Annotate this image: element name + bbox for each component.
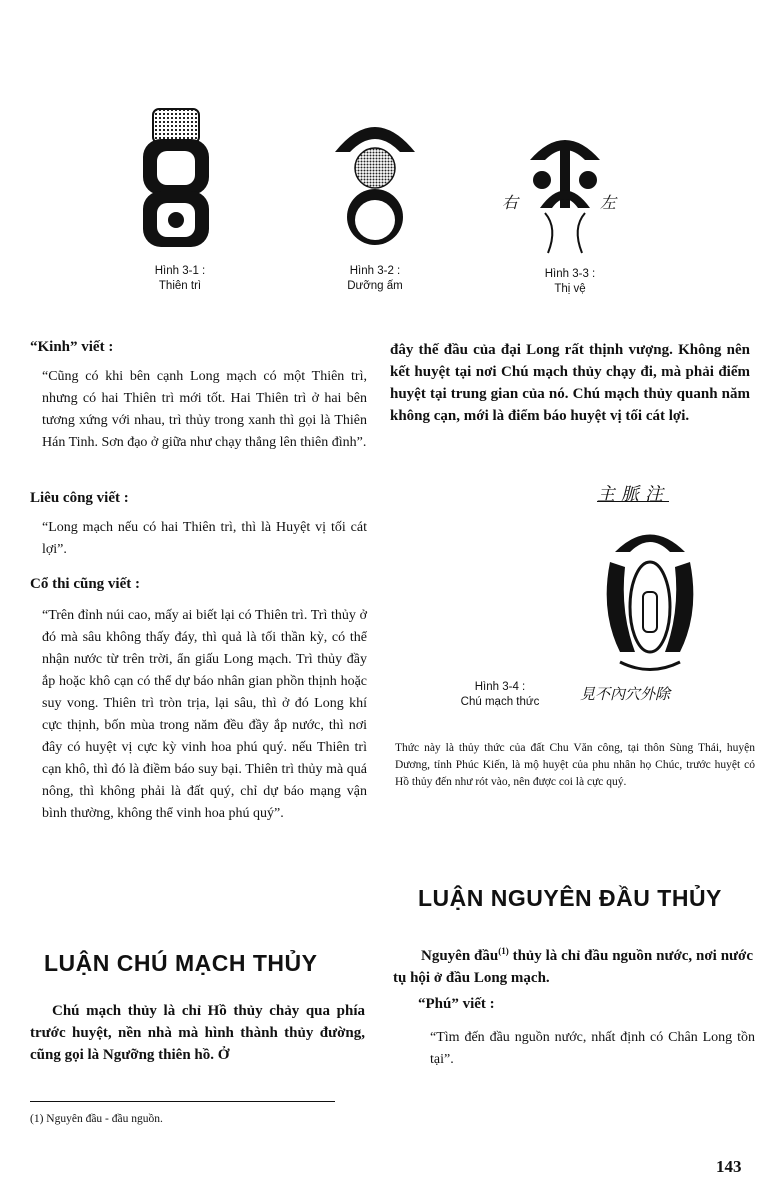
lieu-cong-quote: “Long mạch nếu có hai Thiên trì, thì là Huyệt vị tối cát lợi”. (42, 520, 367, 557)
kinh-label: “Kinh” viết : (30, 339, 114, 355)
figure-3-2-name: Dưỡng ấm (347, 280, 403, 292)
figure-3-1-label: Hình 3-1 : (154, 265, 206, 277)
footnote: (1) Nguyên đầu - đầu nguồn. (30, 1113, 163, 1125)
figure-3-4-note: Thức này là thủy thức của đất Chu Văn công, tại thôn Sùng Thái, huyện Dương, tỉnh Phúc Kiến, là mộ huyệt của phu nhân họ Chúc, trước huyệt có Hồ thủy đến như rót vào, nên được coi là cực quý. (395, 742, 755, 788)
figure-3-3-left-char: 左 (600, 193, 617, 212)
nguyen-dau-text-start: Nguyên đầu (421, 948, 499, 964)
chu-mach-thuy-text: Chú mạch thủy là chỉ Hồ thủy chảy qua phía trước huyệt, nền nhà mà hình thành thủy đường, cũng gọi là Ngưỡng thiên hồ. Ở (30, 1003, 365, 1063)
co-thi-quote: “Trên đỉnh núi cao, mấy ai biết lại có Thiên trì. Trì thủy ở đó mà sâu không thấy đáy, thì quả là tối thần kỳ, có thể nhận nước từ trên trời, ẩn giấu Long mạch. Trì thủy đầy ắp hoặc khô cạn có thể dự báo nhân gian phồn thịnh hoặc suy vong. Thiên trì tròn trịa, lại sâu, thì ở đó Long khí cực thịnh, bốn mùa trong năm đều đầy ắp nước, thì nơi đây có huyệt vị cực kỳ vinh hoa phú quý. nếu Thiên trì cạn khô, thì đó là điềm báo suy bại. Thiên trì thủy mà quá nông, thì không phải là đất quý, chỉ dự báo mạng vận bình thường, không thể vinh hoa phú quý”. (42, 608, 367, 821)
kinh-quote: “Cũng có khi bên cạnh Long mạch có một Thiên trì, nhưng có hai Thiên trì mới tốt. Hai Thiên trì ở hai bên tương xứng với nhau, trì thủy trong xanh thì gọi là Thiên Hán Tinh. Sơn đạo ở giữa như chạy thẳng lên thiên đình”. (42, 369, 367, 450)
page-number: 143 (716, 1157, 742, 1176)
figure-3-3-caption (515, 267, 625, 297)
footnote-divider (30, 1101, 335, 1102)
heading-luan-chu-mach-thuy: LUẬN CHÚ MẠCH THỦY (44, 950, 318, 976)
phu-label: “Phú” viết : (418, 996, 495, 1012)
figure-3-3-name: Thị vệ (554, 283, 586, 295)
figure-3-4-caption (440, 680, 560, 710)
figure-3-3-right-char: 右 (502, 193, 519, 212)
figure-3-1-name: Thiên trì (158, 280, 202, 292)
figure-3-3-label: Hình 3-3 : (544, 268, 596, 280)
heading-luan-nguyen-dau-thuy: LUẬN NGUYÊN ĐẦU THỦY (418, 885, 722, 911)
figure-3-2-label: Hình 3-2 : (349, 265, 401, 277)
figure-3-4-inscription: 見不內穴外除 (580, 685, 671, 703)
chu-mach-thuy-paragraph (30, 1000, 365, 1066)
figure-3-4-name: Chú mạch thức (460, 696, 540, 708)
co-thi-label: Cổ thi cũng viết : (30, 576, 140, 592)
right-continuation-paragraph: đây thế đầu của đại Long rất thịnh vượng. Không nên kết huyệt tại nơi Chú mạch thủy chạy đi, mà phải điểm huyệt tại trung gian của nó. Chú mạch thủy quanh năm không cạn, mới là điểm báo huyệt vị tối cát lợi. (390, 342, 750, 424)
figure-3-1-caption (125, 264, 235, 294)
figure-3-4-label: Hình 3-4 : (474, 681, 526, 693)
figure-3-4-title: 主脈注 (597, 484, 669, 505)
nguyen-dau-paragraph (393, 940, 753, 989)
footnote-ref[interactable]: (1) (498, 946, 509, 956)
phu-quote: “Tìm đến đầu nguồn nước, nhất định có Chân Long tồn tại”. (430, 1030, 755, 1067)
figure-3-1-drawing (135, 105, 220, 250)
figure-3-2-caption (320, 264, 430, 294)
lieu-cong-label: Liêu công viết : (30, 490, 129, 506)
figure-3-2-drawing (330, 112, 420, 252)
figure-3-4-drawing (600, 522, 700, 682)
nguyen-dau-text-end: thủy là chỉ đầu nguồn nước, nơi nước tụ hội ở đầu Long mạch. (393, 948, 753, 986)
figure-3-3-drawing (500, 128, 630, 258)
